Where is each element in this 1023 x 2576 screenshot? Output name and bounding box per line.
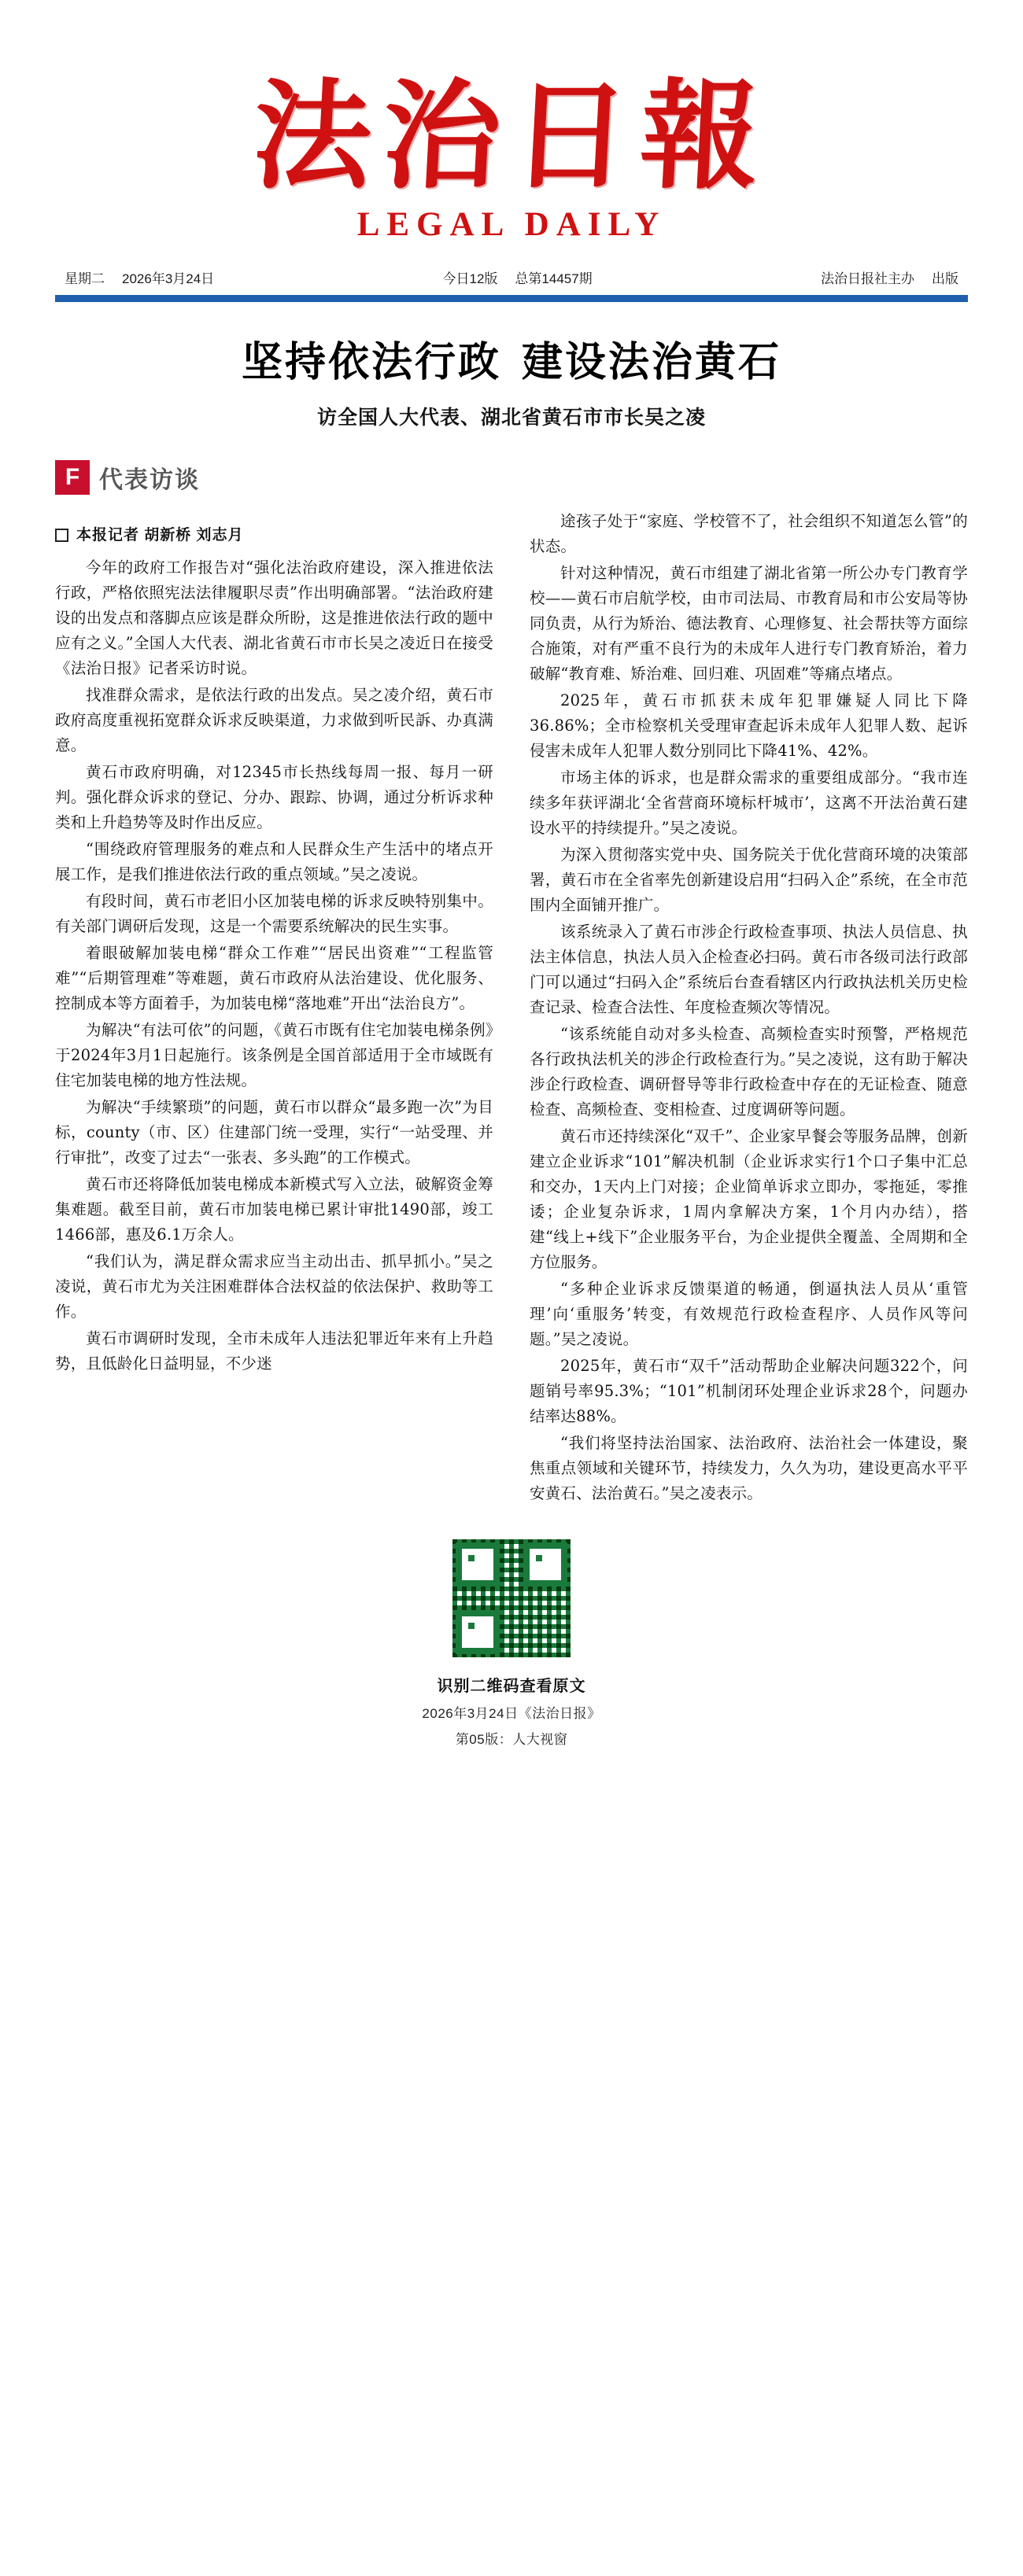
section-label: 代表访谈 <box>99 466 200 493</box>
masthead <box>55 0 968 244</box>
masthead-divider <box>55 295 968 302</box>
paragraph: “该系统能自动对多头检查、高频检查实时预警，严格规范各行政执法机关的涉企行政检查行为。”吴之凌说，这有助于解决涉企行政检查、调研督导等非行政检查中存在的无证检查、随意检查、高频检查、变相检查、过度调研等问题。 <box>530 1024 968 1118</box>
section-flag <box>55 460 968 495</box>
headline-part-2: 建设法治黄石 <box>522 337 782 386</box>
qr-finder-top-right <box>523 1542 567 1587</box>
qr-caption: 识别二维码查看原文 <box>437 1677 586 1695</box>
issue-weekday: 星期二 <box>65 271 105 286</box>
footer-page-line: 第05版：人大视窗 <box>455 1731 568 1747</box>
paragraph: 针对这种情况，黄石市组建了湖北省第一所公办专门教育学校——黄石市启航学校，由市司法局、市教育局和市公安局等协同负责，从行为矫治、德法教育、心理修复、社会帮扶等方面综合施策，对有严重不良行为的未成年人进行专门教育矫治，着力破解“教育难、矫治难、回归难、巩固难”等痛点堵点。 <box>530 563 968 683</box>
page-title <box>55 329 968 388</box>
paragraph: 找准群众需求，是依法行政的出发点。吴之凌介绍，黄石市政府高度重视拓宽群众诉求反映渠道，力求做到听民訴、办真满意。 <box>55 685 493 754</box>
paragraph: “我们将坚持法治国家、法治政府、法治社会一体建设，聚焦重点领域和关键环节，持续发力，久久为功，建设更高水平平安黄石、法治黄石。”吴之凌表示。 <box>530 1433 968 1502</box>
subheadline: 访全国人大代表、湖北省黄石市市长吴之凌 <box>316 406 706 429</box>
paragraph: 2025年，黄石市“双千”活动帮助企业解决问题322个，问题销号率95.3%；“101”机制闭环处理企业诉求28个，问题办结率达88%。 <box>530 1356 968 1425</box>
paragraph: “多种企业诉求反馈渠道的畅通，倒逼执法人员从‘重管理’向‘重服务’转变，有效规范行政检查程序、人员作风等问题。”吴之凌说。 <box>530 1279 968 1348</box>
paragraph: 为解决“手续繁琐”的问题，黄石市以群众“最多跑一次”为目标，county（市、区）住建部门统一受理，实行“一站受理、并行审批”，改变了过去“一张表、多头跑”的工作模式。 <box>55 1097 493 1166</box>
column-right <box>530 509 968 1508</box>
article-columns <box>55 509 968 1508</box>
paragraph: 途孩子处于“家庭、学校管不了，社会组织不知道怎么管”的状态。 <box>530 511 968 555</box>
flag-letter: F <box>65 463 80 490</box>
paragraph: 该系统录入了黄石市涉企行政检查事项、执法人员信息、执法主体信息，执法人员入企检查必扫码。黄石市各级司法行政部门可以通过“扫码入企”系统后台查看辖区内行政执法机关历史检查记录、检查合法性、年度检查频次等情况。 <box>530 922 968 1016</box>
paragraph: 着眼破解加装电梯“群众工作难”“居民出资难”“工程监管难”“后期管理难”等难题，黄石市政府从法治建设、优化服务、控制成本等方面着手，为加装电梯“落地难”开出“法治良方”。 <box>55 943 493 1012</box>
paragraph: 为深入贯彻落实党中央、国务院关于优化营商环境的决策部署，黄石市在全省率先创新建设启用“扫码入企”系统，在全市范围内全面铺开推广。 <box>530 845 968 914</box>
byline-text: 本报记者 胡新桥 刘志月 <box>76 526 244 544</box>
column-left <box>55 509 493 1508</box>
paragraph: “围绕政府管理服务的难点和人民群众生产生活中的堵点开展工作，是我们推进依法行政的重点领域。”吴之凌说。 <box>55 839 493 883</box>
paragraph: 黄石市调研时发现，全市未成年人违法犯罪近年来有上升趋势，且低龄化日益明显，不少迷 <box>55 1329 493 1373</box>
paragraph: 市场主体的诉求，也是群众需求的重要组成部分。“我市连续多年获评湖北‘全省营商环境标杆城市’，这离不开法治黄石建设水平的持续提升。”吴之凌说。 <box>530 768 968 837</box>
issue-publisher: 法治日报社主办 <box>820 271 914 286</box>
qr-finder-bottom-left <box>456 1610 500 1654</box>
paragraph: 为解决“有法可依”的问题，《黄石市既有住宅加装电梯条例》于2024年3月1日起施行。该条例是全国首部适用于全市域既有住宅加装电梯的地方性法规。 <box>55 1020 493 1089</box>
qr-code[interactable] <box>448 1535 575 1662</box>
issue-info-center <box>442 267 592 287</box>
masthead-title-chinese: 法治日報 <box>249 67 774 205</box>
issue-date: 2026年3月24日 <box>122 271 215 286</box>
masthead-title-english: LEGAL DAILY <box>356 205 667 243</box>
flag-icon <box>55 460 90 495</box>
issue-pages-today: 今日12版 <box>442 271 498 286</box>
issue-info-right <box>821 267 958 287</box>
footer-source-line: 2026年3月24日《法治日报》 <box>422 1705 601 1721</box>
paragraph: 黄石市还持续深化“双千”、企业家早餐会等服务品牌，创新建立企业诉求“101”解决机制（企业诉求实行1个口子集中汇总和交办，1天内上门对接；企业简单诉求立即办，零拖延，零推诿；企业复杂诉求，1周内拿解决方案，1个月内办结），搭建“线上+线下”企业服务平台，为企业提供全覆盖、全周期和全方位服务。 <box>530 1126 968 1271</box>
paragraph: 有段时间，黄石市老旧小区加装电梯的诉求反映特别集中。有关部门调研后发现，这是一个需要系统解决的民生实事。 <box>55 891 493 935</box>
paragraph: 今年的政府工作报告对“强化法治政府建设，深入推进依法行政，严格依照宪法法律履职尽责”作出明确部署。“法治政府建设的出发点和落脚点应该是群众所盼，这是推进依法行政的题中应有之义。”全国人大代表、湖北省黄石市市长吴之凌近日在接受《法治日报》记者采访时说。 <box>55 558 493 677</box>
byline <box>55 523 493 544</box>
bullet-square-icon <box>55 529 68 542</box>
qr-finder-top-left <box>456 1542 500 1587</box>
issue-info-left <box>65 267 214 287</box>
qr-footer <box>55 1535 968 1767</box>
paragraph: “我们认为，满足群众需求应当主动出击、抓早抓小。”吴之凌说，黄石市尤为关注困难群体合法权益的依法保护、救助等工作。 <box>55 1251 493 1321</box>
headline-part-1: 坚持依法行政 <box>241 337 501 386</box>
paragraph: 2025年，黄石市抓获未成年犯罪嫌疑人同比下降36.86%；全市检察机关受理审查起诉未成年人犯罪人数、起诉侵害未成年人犯罪人数分别同比下降41%、42%。 <box>530 691 968 760</box>
headline-block <box>55 302 968 430</box>
issue-publish-word: 出版 <box>931 271 958 286</box>
paragraph: 黄石市还将降低加装电梯成本新模式写入立法，破解资金筹集难题。截至目前，黄石市加装电梯已累计审批1490部，竣工1466部，惠及6.1万余人。 <box>55 1174 493 1244</box>
issue-info-bar <box>55 267 968 295</box>
paragraph: 黄石市政府明确，对12345市长热线每周一报、每月一研判。强化群众诉求的登记、分办、跟踪、协调，通过分析诉求种类和上升趋势等及时作出反应。 <box>55 762 493 831</box>
issue-number: 总第14457期 <box>515 271 593 286</box>
